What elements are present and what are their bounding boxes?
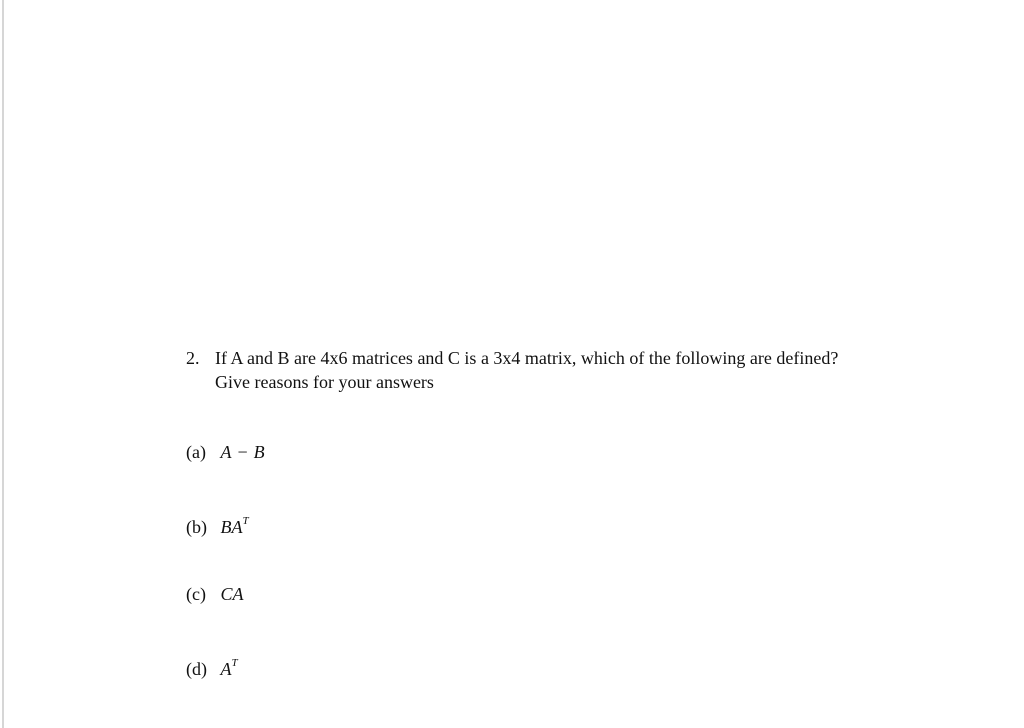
part-a-right-operand: B [253,442,265,462]
part-b-base: BA [220,517,243,537]
page-left-border [2,0,4,728]
part-a-left-operand: A [220,442,232,462]
part-b-superscript: T [242,515,249,527]
part-b-expression [221,517,249,537]
part-b [186,511,249,539]
part-a-label: (a) [186,442,206,462]
question-block [186,346,886,394]
part-a [186,440,265,464]
part-a-operator: − [237,442,248,462]
question-text: If A and B are 4x6 matrices and C is a 3x4 matrix, which of the following are defined? Give reasons for your answers [215,348,839,392]
part-c-label: (c) [186,584,206,604]
part-d-label: (d) [186,659,207,679]
part-b-label: (b) [186,517,207,537]
part-d-base: A [220,659,232,679]
part-d-superscript: T [231,657,238,669]
part-c [186,582,244,606]
part-c-expression: CA [220,584,244,604]
question-number: 2. [186,348,200,368]
part-d [186,653,238,681]
part-a-expression [221,442,265,462]
part-d-expression [221,659,238,679]
